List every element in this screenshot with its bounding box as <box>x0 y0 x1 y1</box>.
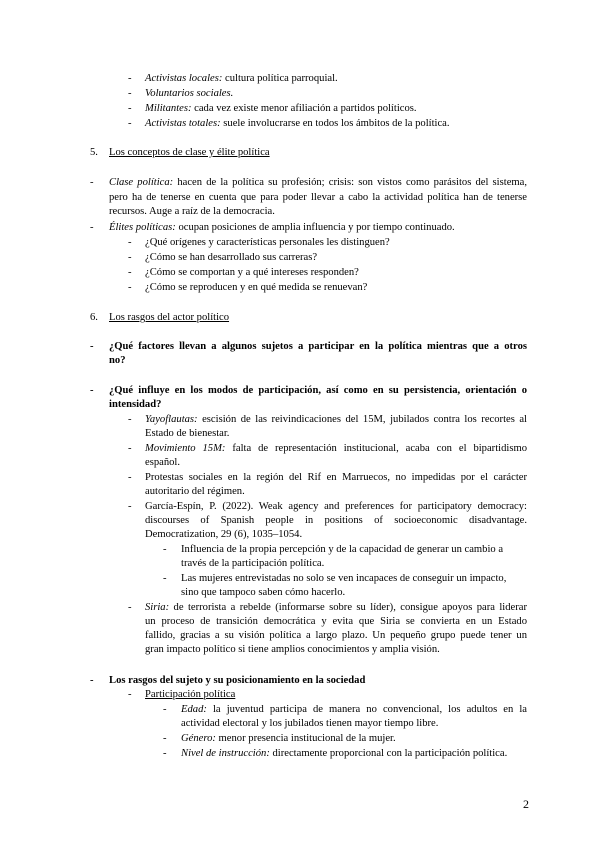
paragraph-genero <box>181 732 396 746</box>
dash-bullet: - <box>128 267 132 278</box>
paragraph-nivel <box>181 747 507 761</box>
dash-bullet: - <box>128 73 132 84</box>
text-line: García-Espín, P. (2022). Weak agency and preferences for participatory democracy: <box>145 501 527 512</box>
list-item <box>145 117 450 131</box>
text-line-container <box>145 514 527 528</box>
dash-bullet: - <box>163 573 167 584</box>
text-line: gran impacto político si tiene amplios conocimientos y amplia visión. <box>145 644 440 655</box>
dash-bullet: - <box>128 237 132 248</box>
text-line: intensidad? <box>109 399 162 410</box>
list-term: Activistas locales: <box>145 73 223 84</box>
text-line: un proceso de transición democrática y evita que Siria se convierta en un Estado <box>145 616 527 627</box>
text-line-container <box>145 629 527 643</box>
dash-bullet: - <box>128 443 132 454</box>
text-line: la juventud participa de manera no convencional, los adultos en la <box>206 704 527 715</box>
text-line: escisión de las reivindicaciones del 15M, jubilados contra los recortes al <box>197 414 527 425</box>
dash-bullet: - <box>90 177 94 188</box>
list-item <box>145 102 417 116</box>
paragraph-siria <box>145 601 527 615</box>
list-text: suele involucrarse en todos los ámbitos de la política. <box>220 118 450 129</box>
dash-bullet: - <box>128 252 132 263</box>
paragraph-15m <box>145 442 527 456</box>
text-line: recursos. Auge a raíz de la democracia. <box>109 206 275 217</box>
dash-bullet: - <box>128 103 132 114</box>
page-number: 2 <box>523 797 529 811</box>
section-title: Los rasgos del actor político <box>109 312 230 323</box>
section-number: 6. <box>90 312 98 323</box>
question-item: ¿Cómo se comportan y a qué intereses responden? <box>145 267 359 278</box>
question-item: ¿Cómo se reproducen y en qué medida se renuevan? <box>145 282 368 293</box>
question-item: ¿Qué orígenes y características personales les distinguen? <box>145 237 390 248</box>
term: Nivel de instrucción: <box>181 748 270 759</box>
text-line: través de la participación política. <box>181 558 325 569</box>
list-item <box>145 72 338 86</box>
text-line: Democratization, 29 (6), 1035–1054. <box>145 529 303 540</box>
term: Clase política: <box>109 177 174 188</box>
list-term: Militantes: <box>145 103 192 114</box>
text-line: pero ha de tenerse en cuenta que para poder llevar a cabo la actividad política han de tenerse <box>109 192 527 203</box>
dash-bullet: - <box>128 414 132 425</box>
list-term: Voluntarios sociales. <box>145 88 234 99</box>
dash-bullet: - <box>90 675 94 686</box>
text-line: discourses of Spanish people in positions of socioeconomic disadvantage. <box>145 515 527 526</box>
dash-bullet: - <box>90 385 94 396</box>
dash-bullet: - <box>128 602 132 613</box>
dash-bullet: - <box>128 472 132 483</box>
dash-bullet: - <box>163 733 167 744</box>
paragraph-elites <box>109 221 455 235</box>
term: Yayoflautas: <box>145 414 198 425</box>
dash-bullet: - <box>90 341 94 352</box>
list-text: cada vez existe menor afiliación a partidos políticos. <box>191 103 417 114</box>
text-line: sino que tampoco saben cómo hacerlo. <box>181 587 346 598</box>
question-item: ¿Cómo se han desarrollado sus carreras? <box>145 252 318 263</box>
paragraph-rif <box>145 471 527 485</box>
sub-heading: Participación política <box>145 689 236 700</box>
text-line: no? <box>109 355 126 366</box>
dash-bullet: - <box>128 118 132 129</box>
text-line: de terrorista a rebelde (informarse sobre su líder), consigue apoyos para liderar <box>169 602 527 613</box>
paragraph-yayoflautas <box>145 413 527 427</box>
term: Movimiento 15M: <box>145 443 226 454</box>
text-line: ¿Qué influye en los modos de participación, así como en su persistencia, orientación o <box>109 385 527 396</box>
dash-bullet: - <box>128 501 132 512</box>
section-title: Los conceptos de clase y élite política <box>109 147 270 158</box>
question-heading <box>109 384 527 398</box>
text-line: ¿Qué factores llevan a algunos sujetos a participar en la política mientras que a otros <box>109 341 527 352</box>
list-text: cultura política parroquial. <box>222 73 338 84</box>
text-line: menor presencia institucional de la mujer. <box>215 733 396 744</box>
text-line: español. <box>145 457 181 468</box>
text-line-container <box>145 615 527 629</box>
sub-item: Influencia de la propia percepción y de la capacidad de generar un cambio a <box>181 544 504 555</box>
term: Élites políticas: <box>109 222 176 233</box>
paragraph-edad <box>181 703 527 717</box>
text-line-container <box>109 191 527 205</box>
dash-bullet: - <box>128 282 132 293</box>
section-number: 5. <box>90 147 98 158</box>
text-line: actividad electoral y los jubilados tienen mayor tiempo libre. <box>181 718 439 729</box>
sub-item: Las mujeres entrevistadas no solo se ven incapaces de conseguir un impacto, <box>181 573 507 584</box>
text-line: Protestas sociales en la región del Rif en Marruecos, no impedidas por el carácter <box>145 472 527 483</box>
question-heading <box>109 340 527 354</box>
list-term: Activistas totales: <box>145 118 221 129</box>
dash-bullet: - <box>163 704 167 715</box>
text-line: hacen de la política su profesión; crisis: son vistos como parásitos del sistema, <box>173 177 527 188</box>
text-line: directamente proporcional con la participación política. <box>269 748 508 759</box>
dash-bullet: - <box>90 222 94 233</box>
dash-bullet: - <box>128 88 132 99</box>
dash-bullet: - <box>163 748 167 759</box>
dash-bullet: - <box>163 544 167 555</box>
text-line: falta de representación institucional, acaba con el bipartidismo <box>225 443 527 454</box>
dash-bullet: - <box>128 689 132 700</box>
term: Género: <box>181 733 216 744</box>
list-item <box>145 87 233 101</box>
term: Edad: <box>181 704 207 715</box>
paragraph-citation <box>145 500 527 514</box>
text-line: autoritario del régimen. <box>145 486 245 497</box>
paragraph-clase-politica <box>109 176 527 190</box>
section-heading: Los rasgos del sujeto y su posicionamiento en la sociedad <box>109 675 366 686</box>
term: Siria: <box>145 602 170 613</box>
text-line: ocupan posiciones de amplia influencia y por tiempo continuado. <box>175 222 455 233</box>
text-line: Estado de bienestar. <box>145 428 230 439</box>
text-line: fallido, gracias a su visión política a largo plazo. Un pequeño grupo puede tener un <box>145 630 527 641</box>
